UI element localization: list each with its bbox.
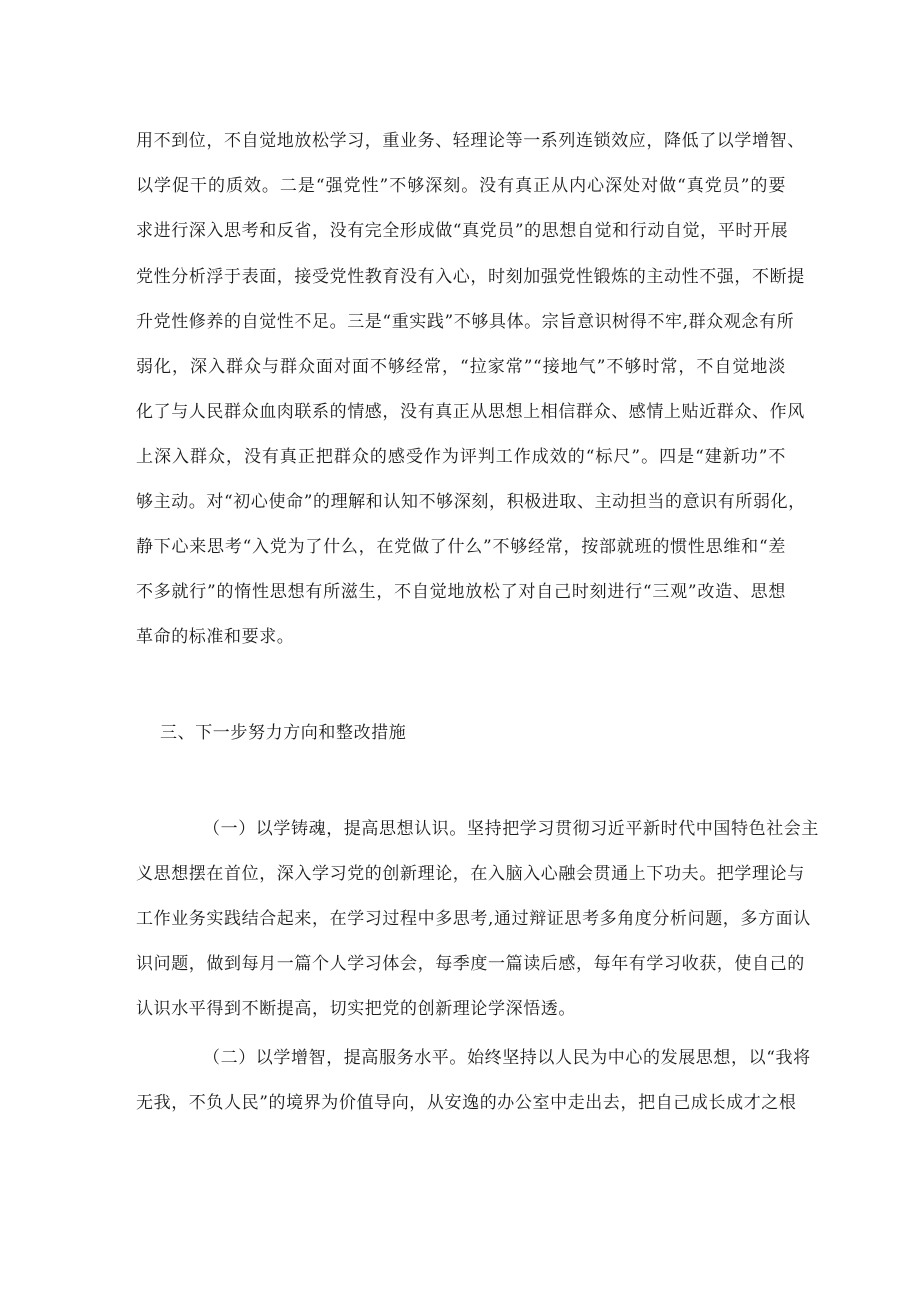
section-heading: 三、下一步努力方向和整改措施 [160,723,407,743]
paragraph-1-line: 以学促干的质效。二是“强党性”不够深刻。没有真正从内心深处对做“真党员”的要 [136,176,786,196]
paragraph-2-line: 工作业务实践结合起来，在学习过程中多思考,通过辩证思考多角度分析问题，多方面认 [136,909,811,929]
paragraph-1-line: 弱化，深入群众与群众面对面不够经常，“拉家常”“接地气”不够时常，不自觉地淡 [136,357,786,377]
paragraph-2-line: 义思想摆在首位，深入学习党的创新理论，在入脑入心融会贯通上下功夫。把学理论与 [136,864,805,884]
paragraph-2-line: （一）以学铸魂，提高思想认识。坚持把学习贯彻习近平新时代中国特色社会主 [203,819,819,839]
paragraph-1-line: 化了与人民群众血肉联系的情感，没有真正从思想上相信群众、感情上贴近群众、作风 [136,402,805,422]
paragraph-1-line: 上深入群众，没有真正把群众的感受作为评判工作成效的“标尺”。四是“建新功”不 [136,447,786,467]
paragraph-2-line: 识问题，做到每月一篇个人学习体会，每季度一篇读后感，每年有学习收获，使自己的 [136,954,805,974]
paragraph-1-line: 静下心来思考“入党为了什么，在党做了什么”不够经常，按部就班的惯性思维和“差 [136,537,786,557]
paragraph-1-line: 不多就行”的惰性思想有所滋生，不自觉地放松了对自己时刻进行“三观”改造、思想 [136,582,786,602]
paragraph-1-line: 党性分析浮于表面，接受党性教育没有入心，时刻加强党性锻炼的主动性不强，不断提 [136,267,805,287]
paragraph-2-line: 认识水平得到不断提高，切实把党的创新理论学深悟透。 [136,999,576,1019]
paragraph-1-line: 升党性修养的自觉性不足。三是“重实践”不够具体。宗旨意识树得不牢,群众观念有所 [136,312,795,332]
paragraph-1-line: 求进行深入思考和反省，没有完全形成做“真党员”的思想自觉和行动自觉，平时开展 [136,221,789,241]
paragraph-1-line: 革命的标准和要求。 [136,627,295,647]
paragraph-3-line: （二）以学增智，提高服务水平。始终坚持以人民为中心的发展思想，以“我将 [203,1048,811,1068]
paragraph-3-line: 无我，不负人民”的境界为价值导向，从安逸的办公室中走出去，把自己成长成才之根 [136,1093,797,1113]
paragraph-1-line: 够主动。对“初心使命”的理解和认知不够深刻，积极进取、主动担当的意识有所弱化， [136,492,806,512]
paragraph-1-line: 用不到位，不自觉地放松学习，重业务、轻理论等一系列连锁效应，降低了以学增智、 [136,131,805,151]
